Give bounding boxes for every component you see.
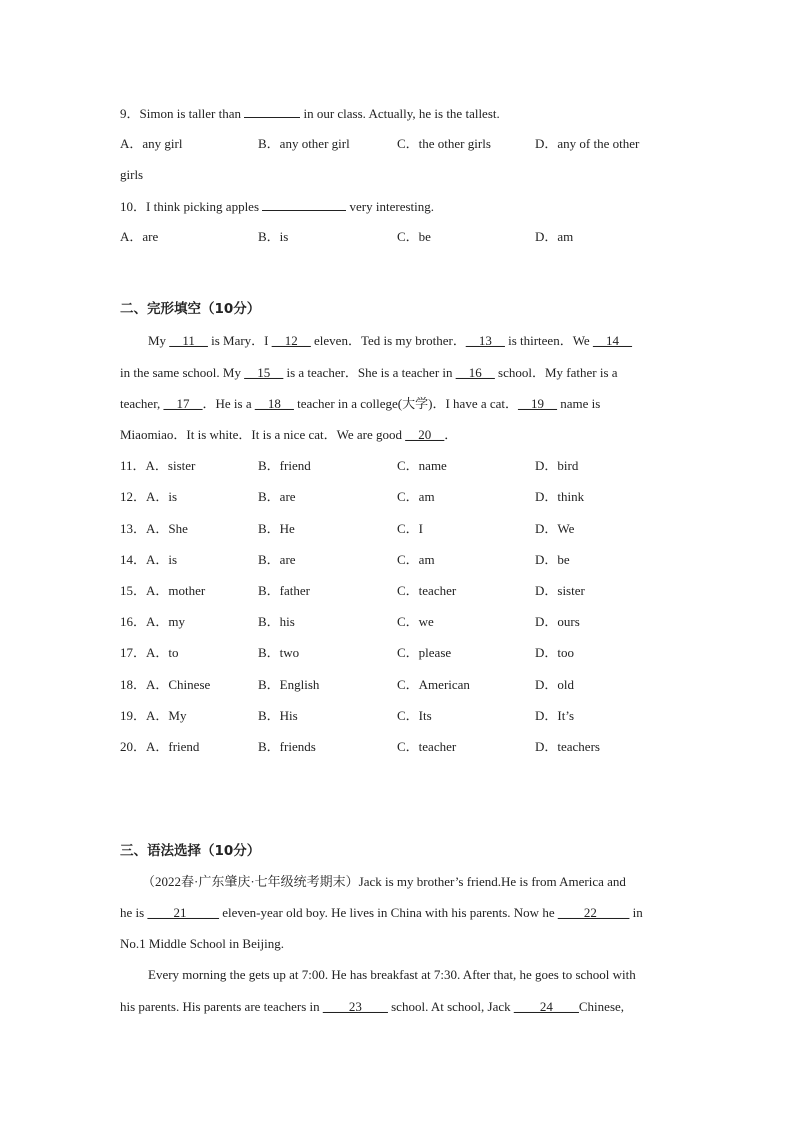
question-10-stem xyxy=(120,197,434,216)
cloze-blank-14: __14__ xyxy=(592,333,632,348)
cloze-passage-line-1: My __11__ is Mary．I __12__ eleven．Ted is my brother．__13__ is thirteen．We __14__ xyxy=(148,333,632,348)
question-9-options xyxy=(120,135,680,153)
cloze-blank-13: __13__ xyxy=(465,333,505,348)
cloze-blank-19: __19__ xyxy=(518,396,558,411)
cloze-blank-11: __11__ xyxy=(169,333,208,348)
grammar-blank-23: ____23____ xyxy=(322,999,388,1014)
cloze-passage-line-4: Miaomiao．It is white．It is a nice cat．We are good __20__． xyxy=(120,427,458,442)
question-9-stem xyxy=(120,104,500,123)
cloze-blank-17: __17__ xyxy=(163,396,203,411)
option-b: B．any other girl xyxy=(258,136,350,151)
cloze-blank-16: __16__ xyxy=(455,365,495,380)
answer-blank xyxy=(244,104,300,118)
cloze-blank-15: __15__ xyxy=(244,365,284,380)
grammar-passage-line-5: his parents. His parents are teachers in ____23____ school. At school, Jack ____24____Chinese, xyxy=(120,999,625,1014)
grammar-blank-24: ____24____ xyxy=(513,999,579,1014)
option-a: A．are xyxy=(120,229,159,244)
option-d-wrap: girls xyxy=(120,167,144,182)
cloze-question-20: 20．A．friend B．friends C．teacher D．teachers xyxy=(120,739,600,754)
stem-text: in our class. Actually, he is the tallest. xyxy=(300,106,500,121)
cloze-question-14: 14．A．is B．are C．am D．be xyxy=(120,552,570,567)
cloze-question-12: 12．A．is B．are C．am D．think xyxy=(120,489,585,504)
grammar-blank-21: ____21_____ xyxy=(147,905,219,920)
option-d: D．am xyxy=(535,229,574,244)
cloze-passage-line-3: teacher, __17__．He is a __18__ teacher in a college(大学)．I have a cat．__19__ name is xyxy=(120,396,601,411)
stem-text: 10．I think picking apples xyxy=(120,199,263,214)
question-10-options xyxy=(120,228,680,246)
cloze-question-15: 15．A．mother B．father C．teacher D．sister xyxy=(120,583,585,598)
grammar-passage-line-4: Every morning the gets up at 7:00. He has breakfast at 7:30. After that, he goes to school with xyxy=(148,967,636,982)
cloze-question-19: 19．A．My B．His C．Its D．It’s xyxy=(120,708,575,723)
cloze-question-17: 17．A．to B．two C．please D．too xyxy=(120,645,575,660)
section-3-heading: 三、语法选择（10分） xyxy=(120,843,261,859)
option-c: C．be xyxy=(397,229,431,244)
option-b: B．is xyxy=(258,229,289,244)
cloze-blank-12: __12__ xyxy=(271,333,311,348)
stem-text: very interesting. xyxy=(346,199,434,214)
stem-text: 9．Simon is taller than xyxy=(120,106,245,121)
cloze-question-16: 16．A．my B．his C．we D．ours xyxy=(120,614,580,629)
cloze-question-13: 13．A．She B．He C．I D．We xyxy=(120,521,575,536)
grammar-passage-line-1: （2022春·广东肇庆·七年级统考期末）Jack is my brother’s friend.He is from America and xyxy=(142,874,626,889)
grammar-blank-22: ____22_____ xyxy=(557,905,630,920)
section-2-heading: 二、完形填空（10分） xyxy=(120,301,261,317)
answer-blank xyxy=(262,197,346,211)
grammar-passage-line-3: No.1 Middle School in Beijing. xyxy=(120,936,284,951)
cloze-passage-line-2: in the same school. My __15__ is a teacher．She is a teacher in __16__ school．My father is a xyxy=(120,365,618,380)
cloze-blank-18: __18__ xyxy=(254,396,294,411)
option-d: D．any of the other xyxy=(535,136,640,151)
grammar-passage-line-2: he is ____21_____ eleven-year old boy. He lives in China with his parents. Now he ____22_____ in xyxy=(120,905,643,920)
option-a: A．any girl xyxy=(120,136,183,151)
option-c: C．the other girls xyxy=(397,136,491,151)
cloze-question-11: 11．A．sister B．friend C．name D．bird xyxy=(120,458,579,473)
cloze-question-18: 18．A．Chinese B．English C．American D．old xyxy=(120,677,575,692)
cloze-blank-20: __20__ xyxy=(405,427,445,442)
